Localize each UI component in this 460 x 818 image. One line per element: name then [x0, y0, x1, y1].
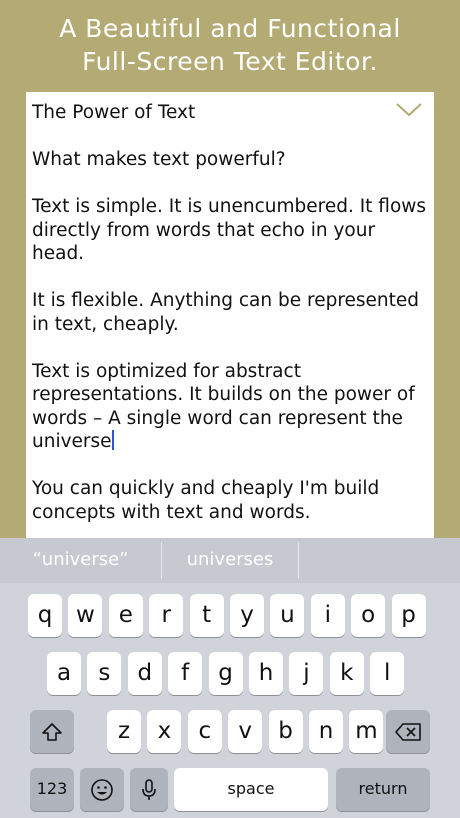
- emoji-key[interactable]: [80, 768, 124, 811]
- key-l[interactable]: l: [370, 652, 404, 695]
- key-v[interactable]: v: [228, 710, 262, 753]
- suggestion-3[interactable]: [299, 538, 460, 583]
- key-f[interactable]: f: [168, 652, 202, 695]
- key-w[interactable]: w: [68, 594, 102, 637]
- microphone-key[interactable]: [130, 768, 168, 811]
- paragraph-with-caret: [32, 360, 428, 454]
- paragraph: Text is simple. It is unencumbered. It flows directly from words that echo in your head.: [32, 196, 427, 264]
- paragraph: It is flexible. Anything can be represented in text, cheaply.: [32, 290, 420, 335]
- key-r[interactable]: r: [149, 594, 183, 637]
- key-a[interactable]: a: [47, 652, 81, 695]
- headline-line-2: Full-Screen Text Editor.: [82, 47, 378, 76]
- key-e[interactable]: e: [109, 594, 143, 637]
- paragraph: Text is optimized for abstract representations. It builds on the power of words – A single word can represent the universe: [32, 360, 415, 452]
- paragraph: You can quickly and cheaply I'm build concepts with text and words.: [32, 478, 380, 523]
- keyboard: [0, 538, 460, 818]
- document-title[interactable]: The Power of Text: [32, 102, 196, 123]
- key-b[interactable]: b: [269, 710, 303, 753]
- key-z[interactable]: z: [107, 710, 141, 753]
- key-n[interactable]: n: [309, 710, 343, 753]
- document-body[interactable]: [32, 148, 428, 538]
- key-o[interactable]: o: [351, 594, 385, 637]
- key-x[interactable]: x: [147, 710, 181, 753]
- key-g[interactable]: g: [209, 652, 243, 695]
- key-c[interactable]: c: [188, 710, 222, 753]
- shift-key[interactable]: [30, 710, 74, 753]
- key-s[interactable]: s: [87, 652, 121, 695]
- headline: [0, 12, 460, 78]
- numbers-key[interactable]: 123: [30, 768, 74, 811]
- space-key[interactable]: space: [174, 768, 328, 811]
- key-h[interactable]: h: [249, 652, 283, 695]
- key-i[interactable]: i: [311, 594, 345, 637]
- key-y[interactable]: y: [230, 594, 264, 637]
- delete-key[interactable]: [386, 710, 430, 753]
- chevron-down-icon[interactable]: [396, 102, 422, 118]
- key-t[interactable]: t: [190, 594, 224, 637]
- key-u[interactable]: u: [270, 594, 304, 637]
- text-editor[interactable]: [26, 92, 434, 538]
- key-q[interactable]: q: [28, 594, 62, 637]
- key-d[interactable]: d: [128, 652, 162, 695]
- key-j[interactable]: j: [289, 652, 323, 695]
- suggestion-bar: [0, 538, 460, 583]
- text-caret: [112, 430, 114, 450]
- suggestion-2[interactable]: universes: [186, 549, 274, 570]
- key-p[interactable]: p: [392, 594, 426, 637]
- paragraph: What makes text powerful?: [32, 149, 286, 170]
- return-key[interactable]: return: [336, 768, 430, 811]
- key-k[interactable]: k: [330, 652, 364, 695]
- suggestion-1[interactable]: “universe”: [32, 549, 129, 570]
- key-m[interactable]: m: [349, 710, 383, 753]
- headline-line-1: A Beautiful and Functional: [59, 14, 401, 43]
